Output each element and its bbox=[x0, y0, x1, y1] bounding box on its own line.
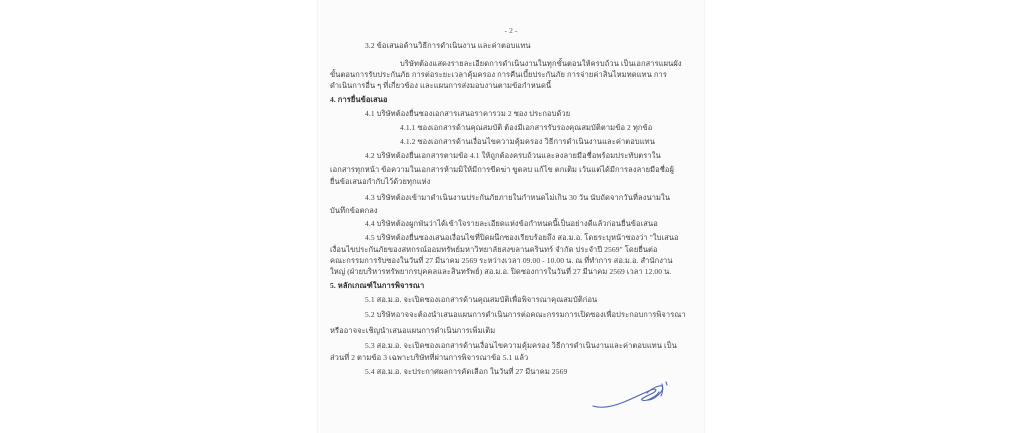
clause-5-2: 5.2 บริษัทอาจจะต้องนำเสนอแผนการดำเนินการต่อคณะกรรมการเปิดซองเพื่อประกอบการพิจารณา bbox=[365, 310, 686, 319]
signature bbox=[590, 381, 674, 413]
clause-4-1-1: 4.1.1 ซองเอกสารด้านคุณสมบัติ ต้องมีเอกสารรับรองคุณสมบัติตามข้อ 2 ทุกข้อ bbox=[400, 123, 653, 132]
paragraph-line: ส่วนที่ 2 ตามข้อ 3 เฉพาะบริษัทที่ผ่านการพิจารณาข้อ 5.1 แล้ว bbox=[330, 353, 529, 362]
clause-4-5: 4.5 บริษัทต้องยื่นซองเสนอเงื่อนไขที่ปิดผนึกซองเรียบร้อยถึง สอ.ม.อ. โดยระบุหน้าซองว่า "ใบเสนอ bbox=[365, 233, 679, 242]
clause-5-3: 5.3 สอ.ม.อ. จะเปิดซองเอกสารด้านเงื่อนไขความคุ้มครอง วิธีการดำเนินงานและค่าตอบแทน เป็น bbox=[365, 341, 677, 350]
paragraph-line: บริษัทต้องแสดงรายละเอียดการดำเนินงานในทุกขั้นตอนให้ครบถ้วน เป็นเอกสารแผนผัง bbox=[400, 59, 682, 68]
section-4-heading: 4. การยื่นข้อเสนอ bbox=[330, 95, 388, 104]
paragraph-line: ยื่นข้อเสนอกำกับไว้ด้วยทุกแห่ง bbox=[330, 177, 431, 186]
section-5-heading: 5. หลักเกณฑ์ในการพิจารณา bbox=[330, 281, 425, 290]
clause-5-1: 5.1 สอ.ม.อ. จะเปิดซองเอกสารด้านคุณสมบัติเพื่อพิจารณาคุณสมบัติก่อน bbox=[365, 295, 598, 304]
document-page bbox=[318, 0, 704, 433]
clause-4-1: 4.1 บริษัทต้องยื่นซองเอกสารเสนอราคารวม 2 ซอง ประกอบด้วย bbox=[365, 109, 571, 118]
clause-3-2-heading: 3.2 ข้อเสนอด้านวิธีการดำเนินงาน และค่าตอบแทน bbox=[365, 41, 531, 50]
clause-4-4: 4.4 บริษัทต้องผูกพันว่าได้เข้าใจรายละเอียดแห่งข้อกำหนดนี้เป็นอย่างดีแล้วก่อนยื่นข้อเสนอ bbox=[365, 219, 658, 228]
paragraph-line: บันทึกข้อตกลง bbox=[330, 206, 378, 215]
clause-4-1-2: 4.1.2 ซองเอกสารด้านเงื่อนไขความคุ้มครอง วิธีการดำเนินงานและค่าตอบแทน bbox=[400, 137, 655, 146]
clause-4-3: 4.3 บริษัทต้องเข้ามาดำเนินงานประกันภัยภายในกำหนดไม่เกิน 30 วัน นับถัดจากวันที่ลงนามใน bbox=[365, 193, 671, 202]
paragraph-line: ขั้นตอนการรับประกันภัย การต่อระยะเวลาคุ้มครอง การคืนเบี้ยประกันภัย การจ่ายค่าสินไหมทดแทน การ bbox=[330, 70, 667, 79]
paragraph-line: ใหญ่ (ฝ่ายบริหารทรัพยากรบุคคลและสินทรัพย์) สอ.ม.อ. ปิดซองการในวันที่ 27 มีนาคม 2569 เวลา 12.00 น. bbox=[330, 267, 672, 276]
clause-4-2: 4.2 บริษัทต้องยื่นเอกสารตามข้อ 4.1 ให้ถูกต้องครบถ้วนและลงลายมือชื่อพร้อมประทับตราใน bbox=[365, 151, 661, 160]
paragraph-line: คณะกรรมการรับซองในวันที่ 27 มีนาคม 2569 ระหว่างเวลา 09.00 - 10.00 น. ณ ที่ทำการ สอ.ม.อ. สำนักงาน bbox=[330, 256, 673, 265]
paragraph-line: เอกสารทุกหน้า ข้อความในเอกสารห้ามมิให้มีการขีดฆ่า ขูดลบ แก้ไข ตกเติม เว้นแต่ได้มีการลงลายมือชื่อผู้ bbox=[330, 165, 675, 174]
page-number: - 2 - bbox=[504, 26, 518, 35]
paragraph-line: ดำเนินการอื่น ๆ ที่เกี่ยวข้อง และแผนการส่งมอบงานตามข้อกำหนดนี้ bbox=[330, 81, 552, 90]
paragraph-line: หรืออาจจะเชิญนำเสนอแผนการดำเนินการเพิ่มเติม bbox=[330, 326, 496, 335]
clause-5-4: 5.4 สอ.ม.อ. จะประกาศผลการคัดเลือก ในวันที่ 27 มีนาคม 2569 bbox=[365, 367, 568, 376]
paragraph-line: เงื่อนไขประกันภัยของสหกรณ์ออมทรัพย์มหาวิทยาลัยสงขลานครินทร์ จำกัด ประจำปี 2569" โดยยื่นต่อ bbox=[330, 245, 658, 254]
